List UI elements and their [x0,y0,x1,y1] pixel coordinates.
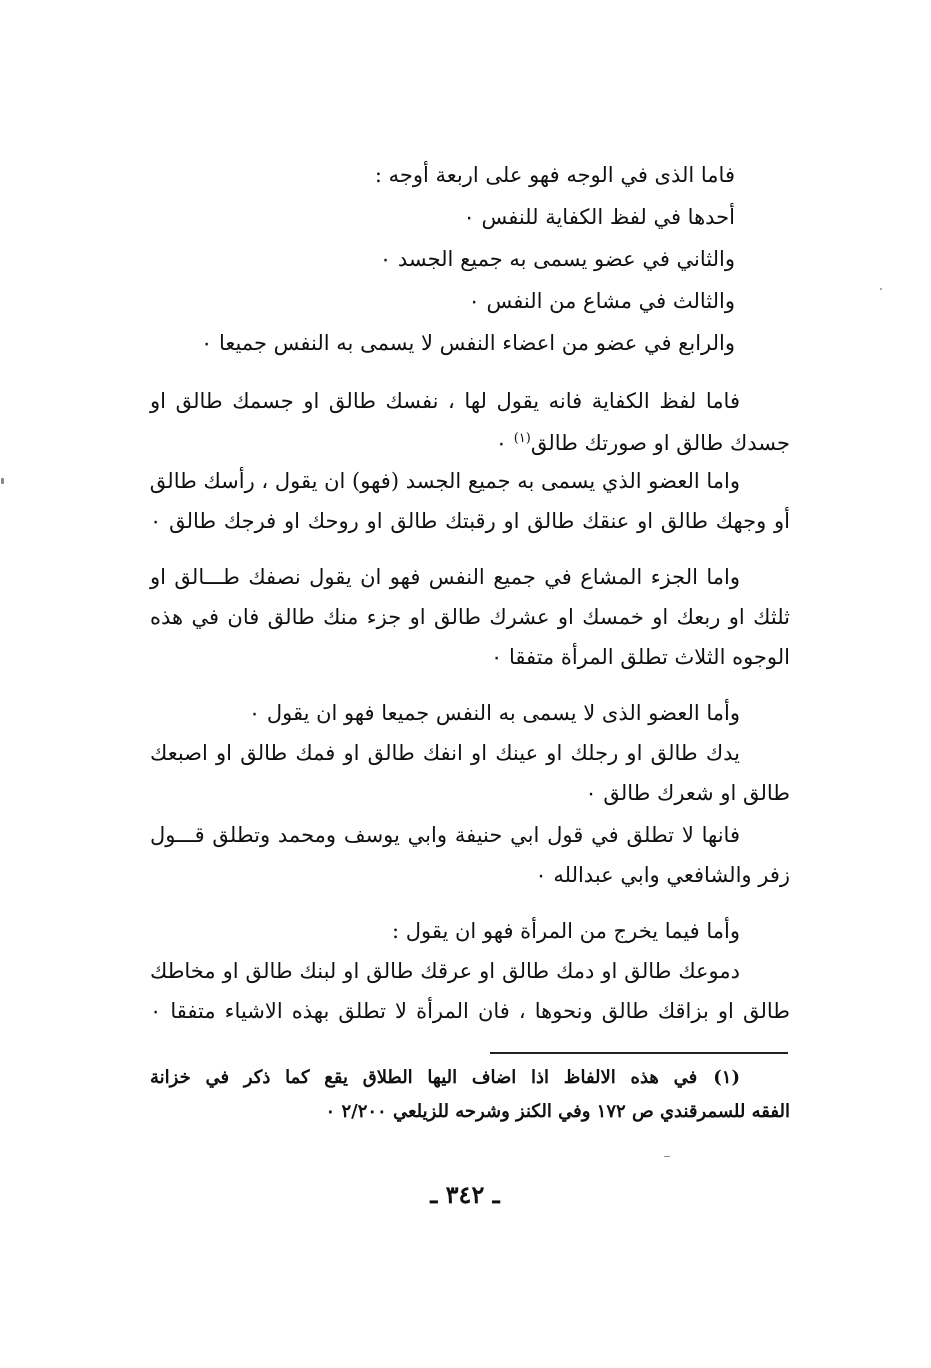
body-line-9: أو وجهك طالق او عنقك طالق او رقبتك طالق او روحك او فرجك طالق ٠ [150,509,790,533]
body-line-1: فاما الذى في الوجه فهو على اربعة أوجه : [374,163,735,187]
page-number: ـ ٣٤٢ ـ [430,1180,500,1209]
footnote-marker: (١) [713,1067,740,1088]
scan-speck [1,478,4,484]
body-line-3: والثاني في عضو يسمى به جميع الجسد ٠ [379,247,735,271]
scan-speck [664,1156,670,1157]
body-line-5: والرابع في عضو من اعضاء النفس لا يسمى به النفس جميعا ٠ [201,331,735,355]
body-line-8: واما العضو الذي يسمى به جميع الجسد (فهو) ان يقول ، رأسك طالق [149,469,740,493]
footnote-line-1 [150,1064,740,1092]
scan-speck [880,288,882,290]
footnote-line-2: الفقه للسمرقندي ص ١٧٢ وفي الكنز وشرحه للزيلعي ٢/٢٠٠ ٠ [325,1101,790,1122]
body-line-6: فاما لفظ الكفاية فانه يقول لها ، نفسك طالق او جسمك طالق او [150,389,740,413]
body-line-12: الوجوه الثلاث تطلق المرأة متفقا ٠ [490,645,790,669]
footnote-separator [490,1052,788,1054]
body-line-20: طالق او بزاقك طالق ونحوها ، فان المرأة لا تطلق بهذه الاشياء متفقا ٠ [150,999,790,1023]
body-line-10: واما الجزء المشاع في جميع النفس فهو ان يقول نصفك طـــالق او [150,565,740,589]
body-line-2: أحدها في لفظ الكفاية للنفس ٠ [463,205,735,229]
body-line-19: دموعك طالق او دمك طالق او عرقك طالق او لبنك طالق او مخاطك [150,959,740,983]
body-line-18: وأما فيما يخرج من المرأة فهو ان يقول : [392,919,740,943]
body-line-7-text: جسدك طالق او صورتك طالق [530,431,790,455]
body-line-14: يدك طالق او رجلك او عينك او انفك طالق او فمك طالق او اصبعك [150,741,740,765]
footnote-reference: (١) [513,431,531,446]
body-line-11: ثلثك او ربعك او خمسك او عشرك طالق او جزء منك طالق فان في هذه [150,605,790,629]
footnote-line-1-text: في هذه الالفاظ اذا اضاف اليها الطلاق يقع كما ذكر في خزانة [150,1067,698,1088]
body-line-7 [400,424,790,458]
body-line-13: وأما العضو الذى لا يسمى به النفس جميعا فهو ان يقول ٠ [248,701,740,725]
body-line-17: زفر والشافعي وابي عبدالله ٠ [535,863,790,887]
end-mark: ٠ [495,431,508,455]
body-line-15: طالق او شعرك طالق ٠ [585,781,790,805]
body-line-16: فانها لا تطلق في قول ابي حنيفة وابي يوسف ومحمد وتطلق قـــول [150,823,740,847]
body-line-4: والثالث في مشاع من النفس ٠ [468,289,735,313]
